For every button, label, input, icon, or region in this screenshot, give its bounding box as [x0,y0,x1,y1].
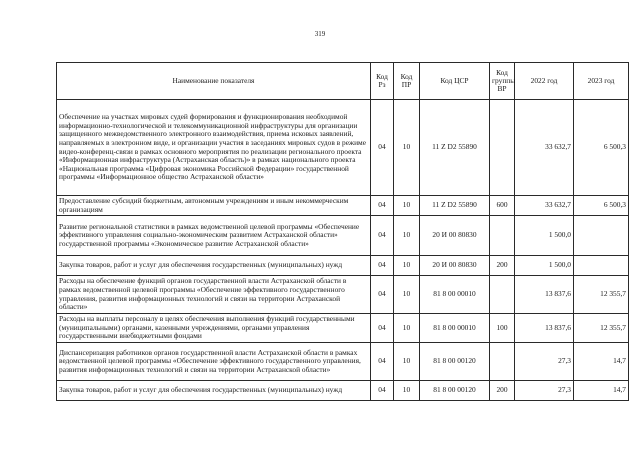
row-name: Развитие региональной статистики в рамках ведомственной целевой программы «Обеспечение эффективного управления социально-экономическим развитием Астраханской области» государственной программы «Экономическое развитие Астраханской области» [57,216,371,256]
row-2022: 27,3 [515,381,574,401]
row-rz: 04 [371,216,394,256]
table-row [57,343,629,381]
row-vr [490,276,515,314]
row-name: Расходы на выплаты персоналу в целях обеспечения выполнения функций государственными (муниципальными) органами, казенными учреждениями, органами управления государственными внебюджетными фондами [57,314,371,343]
row-csr: 81 8 00 00120 [420,343,490,381]
column-header-2023: 2023 год [574,63,629,100]
row-pr: 10 [394,196,420,216]
row-csr: 20 И 00 80830 [420,216,490,256]
column-header-pr: Код ПР [394,63,420,100]
row-2023: 14,7 [574,343,629,381]
table-row [57,276,629,314]
row-rz: 04 [371,381,394,401]
row-csr: 81 8 00 00010 [420,276,490,314]
row-pr: 10 [394,100,420,196]
row-2023: 6 500,3 [574,196,629,216]
row-pr: 10 [394,314,420,343]
row-2022: 33 632,7 [515,100,574,196]
column-header-name: Наименование показателя [57,63,371,100]
row-2022: 13 837,6 [515,276,574,314]
row-2022: 13 837,6 [515,314,574,343]
table-header-row [57,63,629,100]
table-row [57,314,629,343]
row-2022: 1 500,0 [515,216,574,256]
row-pr: 10 [394,256,420,276]
column-header-vr: Код группы ВР [490,63,515,100]
row-rz: 04 [371,256,394,276]
column-header-rz: Код Рз [371,63,394,100]
row-csr: 81 8 00 00010 [420,314,490,343]
row-vr: 200 [490,256,515,276]
row-csr: 11 Z D2 55890 [420,196,490,216]
row-2023 [574,216,629,256]
row-vr: 600 [490,196,515,216]
row-2022: 1 500,0 [515,256,574,276]
row-name: Закупка товаров, работ и услуг для обеспечения государственных (муниципальных) нужд [57,381,371,401]
column-header-csr: Код ЦСР [420,63,490,100]
budget-table [56,62,629,401]
column-header-2022: 2022 год [515,63,574,100]
row-csr: 81 8 00 00120 [420,381,490,401]
table-row [57,196,629,216]
table-row [57,100,629,196]
row-name: Расходы на обеспечение функций органов государственной власти Астраханской области в рамках ведомственной целевой программы «Обеспечение эффективного государственного управления, развития информационных технологий и связи на территории Астраханской области» [57,276,371,314]
row-pr: 10 [394,276,420,314]
row-2023: 12 355,7 [574,276,629,314]
table-row [57,256,629,276]
row-vr [490,343,515,381]
row-name: Диспансеризация работников органов государственной власти Астраханской области в рамках ведомственной целевой программы «Обеспечение эффективного государственного управления, развития информационных технологий и связи на территории Астраханской области» [57,343,371,381]
row-2023 [574,256,629,276]
row-rz: 04 [371,314,394,343]
row-name: Предоставление субсидий бюджетным, автономным учреждениям и иным некоммерческим организациям [57,196,371,216]
row-rz: 04 [371,196,394,216]
row-rz: 04 [371,276,394,314]
row-2023: 12 355,7 [574,314,629,343]
row-2023: 14,7 [574,381,629,401]
table-row [57,381,629,401]
row-rz: 04 [371,100,394,196]
row-name: Закупка товаров, работ и услуг для обеспечения государственных (муниципальных) нужд [57,256,371,276]
row-pr: 10 [394,216,420,256]
row-name: Обеспечение на участках мировых судей формирования и функционирования необходимой информационно-технологической и телекоммуникационной инфраструктуры для организации защищенного межведомственного электронного взаимодействия, приема исковых заявлений, направляемых в электронном виде, и организации участия в заседаниях мировых судов в режиме видео-конференц-связи в рамках основного мероприятия по реализации регионального проекта «Информационная инфраструктура (Астраханская область)» в рамках национального проекта «Национальная программа «Цифровая экономика Российской Федерации» государственной программы «Информационное общество Астраханской области» [57,100,371,196]
row-vr [490,216,515,256]
row-csr: 11 Z D2 55890 [420,100,490,196]
table-row [57,216,629,256]
row-pr: 10 [394,343,420,381]
row-rz: 04 [371,343,394,381]
row-2022: 33 632,7 [515,196,574,216]
row-vr: 200 [490,381,515,401]
page-number: 319 [314,30,326,38]
row-2023: 6 500,3 [574,100,629,196]
row-vr [490,100,515,196]
row-pr: 10 [394,381,420,401]
row-2022: 27,3 [515,343,574,381]
row-csr: 20 И 00 80830 [420,256,490,276]
row-vr: 100 [490,314,515,343]
